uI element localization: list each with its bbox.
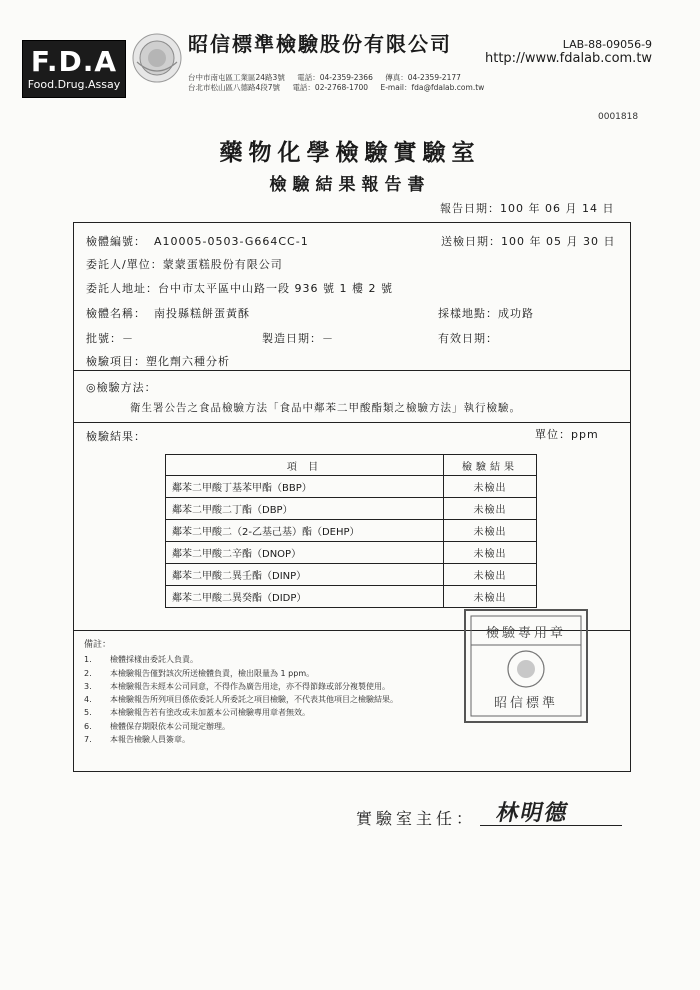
row-result: 未檢出 bbox=[444, 520, 537, 542]
note-text: 本檢驗報告僅對該次所送檢體負責，檢出限量為 1 ppm。 bbox=[110, 668, 315, 678]
company-emblem-icon bbox=[131, 32, 183, 84]
report-title: 檢驗結果報告書 bbox=[269, 175, 431, 195]
official-stamp bbox=[462, 607, 590, 725]
table-row bbox=[166, 542, 537, 564]
note-number: 7. bbox=[84, 735, 92, 745]
receive-date-field: 送檢日期：100 年 05 月 30 日 bbox=[441, 235, 616, 248]
fda-logo-text: F.D.A bbox=[30, 44, 118, 78]
row-item: 鄰苯二甲酸二辛酯（DNOP） bbox=[166, 542, 444, 564]
row-result: 未檢出 bbox=[444, 542, 537, 564]
expiry-date-field: 有效日期： bbox=[438, 332, 498, 345]
note-item bbox=[84, 653, 398, 666]
address-block bbox=[188, 73, 494, 93]
client-address-field: 委託人地址：台中市太平區中山路一段 936 號 1 樓 2 號 bbox=[86, 282, 393, 295]
method-heading: ◎檢驗方法： bbox=[86, 381, 157, 394]
row-result: 未檢出 bbox=[444, 476, 537, 498]
note-text: 檢體採樣由委託人負責。 bbox=[110, 655, 198, 665]
header-item: 項 目 bbox=[166, 455, 444, 476]
note-number: 4. bbox=[84, 695, 92, 705]
notes-block bbox=[84, 639, 398, 746]
address-text: 台中市南屯區工業區24路3號 bbox=[188, 73, 285, 82]
row-result: 未檢出 bbox=[444, 586, 537, 608]
note-item bbox=[84, 720, 398, 733]
table-header-row bbox=[166, 455, 537, 476]
note-text: 本檢驗報告若有塗改或未加蓋本公司檢驗專用章者無效。 bbox=[110, 708, 310, 718]
row-item: 鄰苯二甲酸二異壬酯（DINP） bbox=[166, 564, 444, 586]
header-result: 檢驗結果 bbox=[444, 455, 537, 476]
row-result: 未檢出 bbox=[444, 498, 537, 520]
row-item: 鄰苯二甲酸二丁酯（DBP） bbox=[166, 498, 444, 520]
unit-label: 單位：ppm bbox=[535, 428, 599, 441]
fax-text: 傳真：04-2359-2177 bbox=[385, 73, 461, 82]
results-table bbox=[165, 454, 537, 608]
table-row bbox=[166, 520, 537, 542]
phone-text: 電話：04-2359-2366 bbox=[297, 73, 373, 82]
note-text: 檢體保存期限依本公司規定辦理。 bbox=[110, 721, 230, 731]
table-row bbox=[166, 564, 537, 586]
lab-number: LAB-88-09056-9 bbox=[562, 38, 653, 51]
note-item bbox=[84, 706, 398, 719]
sample-name-field bbox=[86, 305, 250, 321]
table-row bbox=[166, 476, 537, 498]
report-code: 0001818 bbox=[598, 112, 639, 122]
sample-number-value: A10005-0503-G664CC-1 bbox=[154, 235, 309, 248]
note-text: 本檢驗報告未經本公司同意，不得作為廣告用途，亦不得節錄或部分複製使用。 bbox=[110, 681, 390, 691]
fda-logo-subtext: Food.Drug.Assay bbox=[27, 77, 121, 91]
table-row bbox=[166, 498, 537, 520]
sampling-location-field: 採樣地點：成功路 bbox=[438, 307, 534, 320]
row-item: 鄰苯二甲酸丁基苯甲酯（BBP） bbox=[166, 476, 444, 498]
report-date: 報告日期：100 年 06 月 14 日 bbox=[440, 202, 615, 215]
batch-number-field: 批號：－ bbox=[86, 332, 134, 345]
note-text: 本檢驗報告所列項目係依委託人所委託之項目檢驗，不代表其他項目之檢驗結果。 bbox=[110, 695, 398, 705]
note-number: 2. bbox=[84, 668, 92, 678]
lab-title: 藥物化學檢驗實驗室 bbox=[219, 139, 481, 166]
stamp-text-top: 檢驗專用章 bbox=[485, 626, 567, 641]
divider-line bbox=[73, 422, 631, 423]
test-item-field: 檢驗項目：塑化劑六種分析 bbox=[86, 355, 230, 368]
row-item: 鄰苯二甲酸二異癸酯（DIDP） bbox=[166, 586, 444, 608]
note-number: 3. bbox=[84, 681, 92, 691]
sample-name-label: 檢體名稱： bbox=[86, 307, 146, 320]
note-text: 本報告檢驗人員簽章。 bbox=[110, 735, 190, 745]
note-item bbox=[84, 693, 398, 706]
address-line-2 bbox=[188, 83, 494, 93]
stamp-text-bottom: 昭信標準 bbox=[493, 696, 559, 711]
email-text: E-mail：fda@fdalab.com.tw bbox=[380, 83, 485, 92]
client-field: 委託人/單位：蒙蒙蛋糕股份有限公司 bbox=[86, 258, 283, 271]
company-name: 昭信標準檢驗股份有限公司 bbox=[188, 32, 452, 56]
note-item bbox=[84, 667, 398, 680]
sample-number-label: 檢體編號： bbox=[86, 235, 146, 248]
phone-text: 電話：02-2768-1700 bbox=[292, 83, 369, 92]
method-text: 衛生署公告之食品檢驗方法「食品中鄰苯二甲酸酯類之檢驗方法」執行檢驗。 bbox=[130, 402, 521, 414]
note-number: 1. bbox=[84, 655, 92, 665]
table-row bbox=[166, 586, 537, 608]
signature-name: 林明德 bbox=[493, 800, 572, 826]
row-item: 鄰苯二甲酸二（2-乙基己基）酯（DEHP） bbox=[166, 520, 444, 542]
address-line-1 bbox=[188, 73, 494, 83]
fda-logo bbox=[22, 40, 126, 98]
row-result: 未檢出 bbox=[444, 564, 537, 586]
signature-line bbox=[480, 825, 622, 826]
website-url: http://www.fdalab.com.tw bbox=[485, 51, 653, 66]
notes-title: 備註： bbox=[84, 640, 112, 650]
note-number: 5. bbox=[84, 708, 92, 718]
address-text: 台北市松山區八德路4段7號 bbox=[188, 83, 281, 92]
divider-line bbox=[73, 370, 631, 371]
sample-name-value: 南投縣糕餅蛋黃酥 bbox=[154, 307, 250, 320]
sample-number-field bbox=[86, 233, 309, 249]
note-item bbox=[84, 733, 398, 746]
manufacture-date-field: 製造日期：－ bbox=[262, 332, 334, 345]
results-label: 檢驗結果： bbox=[86, 430, 146, 443]
note-number: 6. bbox=[84, 721, 92, 731]
note-item bbox=[84, 680, 398, 693]
contact-block bbox=[485, 38, 652, 65]
signature-label: 實驗室主任： bbox=[356, 809, 477, 828]
